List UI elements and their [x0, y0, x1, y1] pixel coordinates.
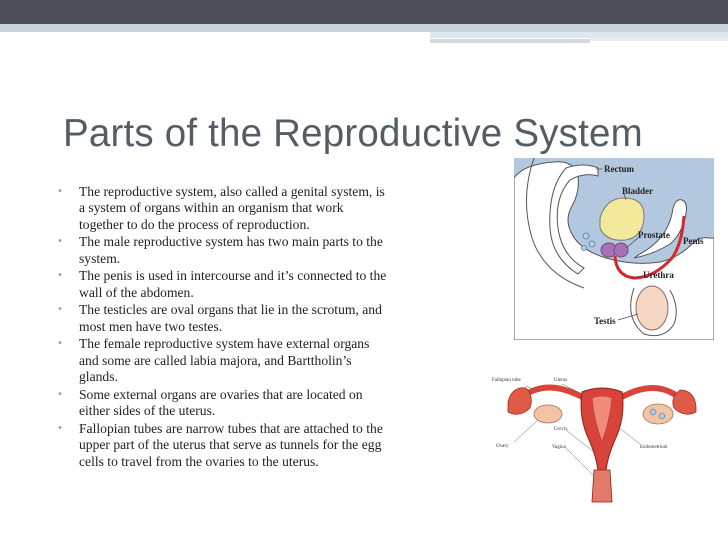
top-banner	[0, 0, 728, 24]
label-ovary: Ovary	[496, 444, 509, 449]
bullet-item	[57, 234, 387, 267]
testis-shape	[636, 286, 668, 330]
prostate-shape-2	[614, 243, 628, 257]
bullet-item	[57, 268, 387, 301]
bullet-item	[57, 184, 387, 233]
male-anatomy-diagram	[514, 158, 714, 340]
bullet-text: The reproductive system, also called a genital system, is a system of organs within an organism that work together to do the process of reproduction.	[79, 184, 385, 232]
header-stripe-accent-3	[590, 38, 728, 41]
bullet-marker: •	[57, 338, 63, 350]
label-urethra: Urethra	[643, 270, 674, 280]
bullet-marker: •	[57, 388, 63, 400]
bullet-item	[57, 302, 387, 335]
label-testis: Testis	[594, 316, 616, 326]
label-endometrium: Endometrium	[640, 445, 668, 450]
bullet-list	[57, 184, 387, 471]
follicle-dot	[659, 413, 665, 419]
bullet-marker: •	[57, 304, 63, 316]
gland-dot	[583, 233, 589, 239]
left-ovary	[534, 405, 562, 423]
label-uterus: Uterus	[554, 378, 568, 383]
bullet-text: The penis is used in intercourse and it’s connected to the wall of the abdomen.	[79, 268, 387, 300]
bullet-text: Fallopian tubes are narrow tubes that are attached to the upper part of the uterus that serve as tunnels for the egg cells to travel from the ovaries to the uterus.	[79, 420, 383, 469]
gland-dot	[582, 246, 587, 251]
label-penis: Penis	[683, 236, 704, 246]
bullet-item	[57, 421, 387, 470]
gland-dot	[589, 241, 595, 247]
bullet-text: Some external organs are ovaries that are located on either sides of the uterus.	[79, 386, 363, 419]
bullet-marker: •	[57, 422, 63, 434]
bullet-marker: •	[57, 236, 63, 248]
label-vagina: Vagina	[552, 445, 566, 450]
bullet-text: The testicles are oval organs that lie in the scrotum, and most men have two testes.	[79, 302, 382, 334]
right-ovary	[643, 404, 673, 424]
bullet-text: The male reproductive system has two main parts to the system.	[79, 234, 383, 266]
label-prostate: Prostate	[638, 230, 670, 240]
bullet-item	[57, 336, 387, 385]
header-stripe	[0, 24, 728, 32]
female-anatomy-diagram	[490, 372, 714, 506]
bullet-marker: •	[57, 186, 63, 197]
slide-title: Parts of the Reproductive System	[63, 112, 643, 155]
bullet-item	[57, 387, 387, 420]
bullet-text: The female reproductive system have external organs and some are called labia majora, and Barttholin’s glands.	[79, 336, 370, 385]
label-fallopian-tube: Fallopian tube	[492, 378, 521, 383]
label-bladder: Bladder	[622, 186, 654, 196]
label-rectum: Rectum	[604, 164, 634, 174]
follicle-dot	[650, 409, 656, 415]
header-stripe-accent-2	[430, 39, 590, 43]
label-cervix: Cervix	[554, 427, 568, 432]
vagina-shape	[592, 470, 612, 502]
bullet-marker: •	[57, 270, 63, 282]
